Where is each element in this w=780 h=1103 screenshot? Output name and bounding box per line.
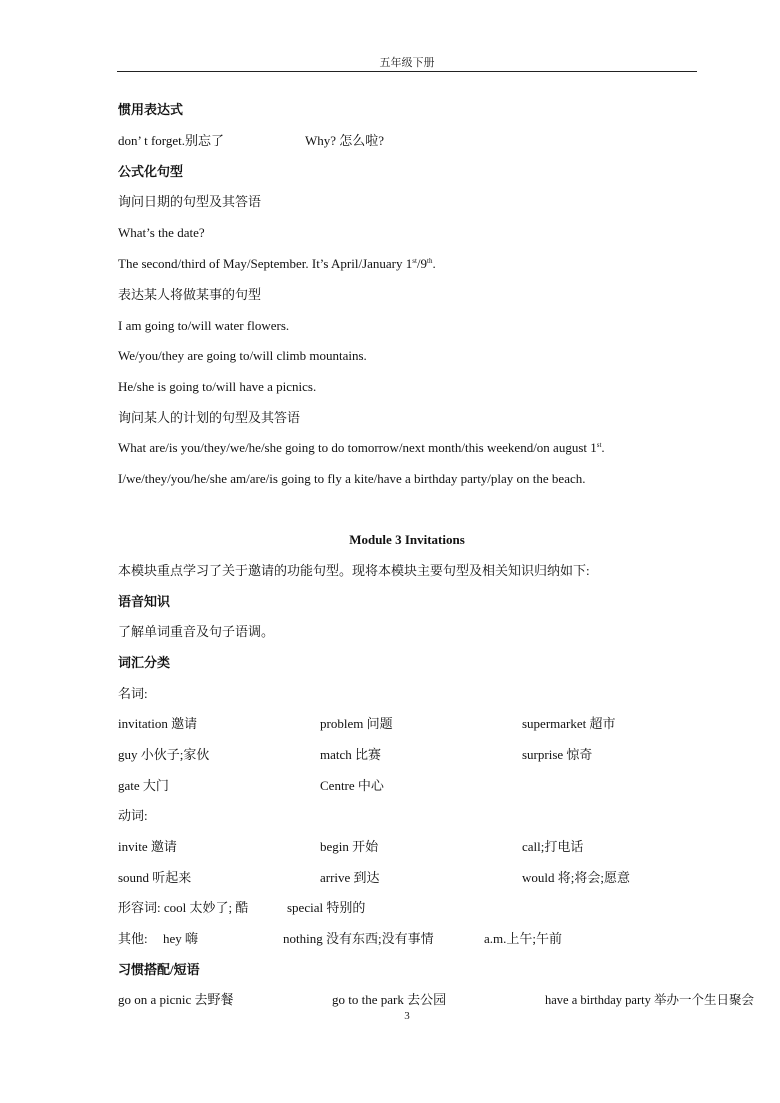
adjective-item: special 特别的 bbox=[287, 900, 366, 915]
noun-item: invitation 邀请 bbox=[118, 716, 198, 731]
other-item: nothing 没有东西;没有事情 bbox=[283, 931, 434, 946]
verb-item: arrive 到达 bbox=[320, 870, 380, 885]
noun-item: surprise 惊奇 bbox=[522, 747, 593, 762]
verbs-label: 动词: bbox=[118, 808, 148, 823]
adjectives-label: 形容词: cool 太妙了; 酷 bbox=[118, 900, 249, 915]
vocab-title: 词汇分类 bbox=[118, 655, 171, 670]
others-label: 其他: bbox=[118, 931, 148, 946]
verb-item: call;打电话 bbox=[522, 839, 584, 854]
phrase-item: go on a picnic 去野餐 bbox=[118, 992, 234, 1007]
will-sentence-1: I am going to/will water flowers. bbox=[118, 318, 290, 333]
phonetics-title: 语音知识 bbox=[118, 594, 171, 609]
other-item: a.m.上午;午前 bbox=[484, 931, 562, 946]
idioms-title: 惯用表达式 bbox=[118, 102, 184, 117]
verb-item: invite 邀请 bbox=[118, 839, 177, 854]
verb-item: sound 听起来 bbox=[118, 870, 192, 885]
patterns-title: 公式化句型 bbox=[118, 164, 184, 179]
phrase-item: have a birthday party 举办一个生日聚会 bbox=[545, 993, 754, 1007]
nouns-label: 名词: bbox=[118, 686, 148, 701]
will-sentence-2: We/you/they are going to/will climb mountains. bbox=[118, 348, 367, 363]
noun-item: guy 小伙子;家伙 bbox=[118, 747, 210, 762]
noun-item: supermarket 超市 bbox=[522, 716, 616, 731]
verb-item: would 将;将会;愿意 bbox=[522, 870, 630, 885]
noun-item: match 比赛 bbox=[320, 747, 382, 762]
date-pattern-title: 询问日期的句型及其答语 bbox=[118, 194, 262, 209]
phrase-item: go to the park 去公园 bbox=[332, 992, 447, 1007]
idiom-item-2: Why? 怎么啦? bbox=[305, 133, 385, 148]
noun-item: Centre 中心 bbox=[320, 778, 384, 793]
page-header: 五年级下册 bbox=[379, 57, 435, 69]
will-sentence-3: He/she is going to/will have a picnics. bbox=[118, 379, 317, 394]
noun-item: problem 问题 bbox=[320, 716, 393, 731]
noun-item: gate 大门 bbox=[118, 778, 169, 793]
phonetics-text: 了解单词重音及句子语调。 bbox=[118, 624, 275, 639]
idiom-item-1: don’ t forget.别忘了 bbox=[118, 133, 225, 148]
date-question: What’s the date? bbox=[118, 225, 205, 240]
header-divider bbox=[117, 71, 697, 72]
page-number: 3 bbox=[404, 1010, 410, 1022]
phrases-title: 习惯搭配/短语 bbox=[118, 962, 200, 977]
module-title: Module 3 Invitations bbox=[349, 532, 465, 547]
date-answer: The second/third of May/September. It’s April/January 1st/9th. bbox=[118, 256, 436, 271]
verb-item: begin 开始 bbox=[320, 839, 379, 854]
plan-pattern-title: 询问某人的计划的句型及其答语 bbox=[118, 410, 301, 425]
module-intro: 本模块重点学习了关于邀请的功能句型。现将本模块主要句型及相关知识归纳如下: bbox=[118, 563, 590, 578]
plan-answer: I/we/they/you/he/she am/are/is going to fly a kite/have a birthday party/play on the beach. bbox=[118, 471, 586, 486]
other-item: hey 嗨 bbox=[163, 931, 199, 946]
plan-question: What are/is you/they/we/he/she going to do tomorrow/next month/this weekend/on august 1st. bbox=[118, 440, 605, 455]
will-pattern-title: 表达某人将做某事的句型 bbox=[118, 287, 262, 302]
